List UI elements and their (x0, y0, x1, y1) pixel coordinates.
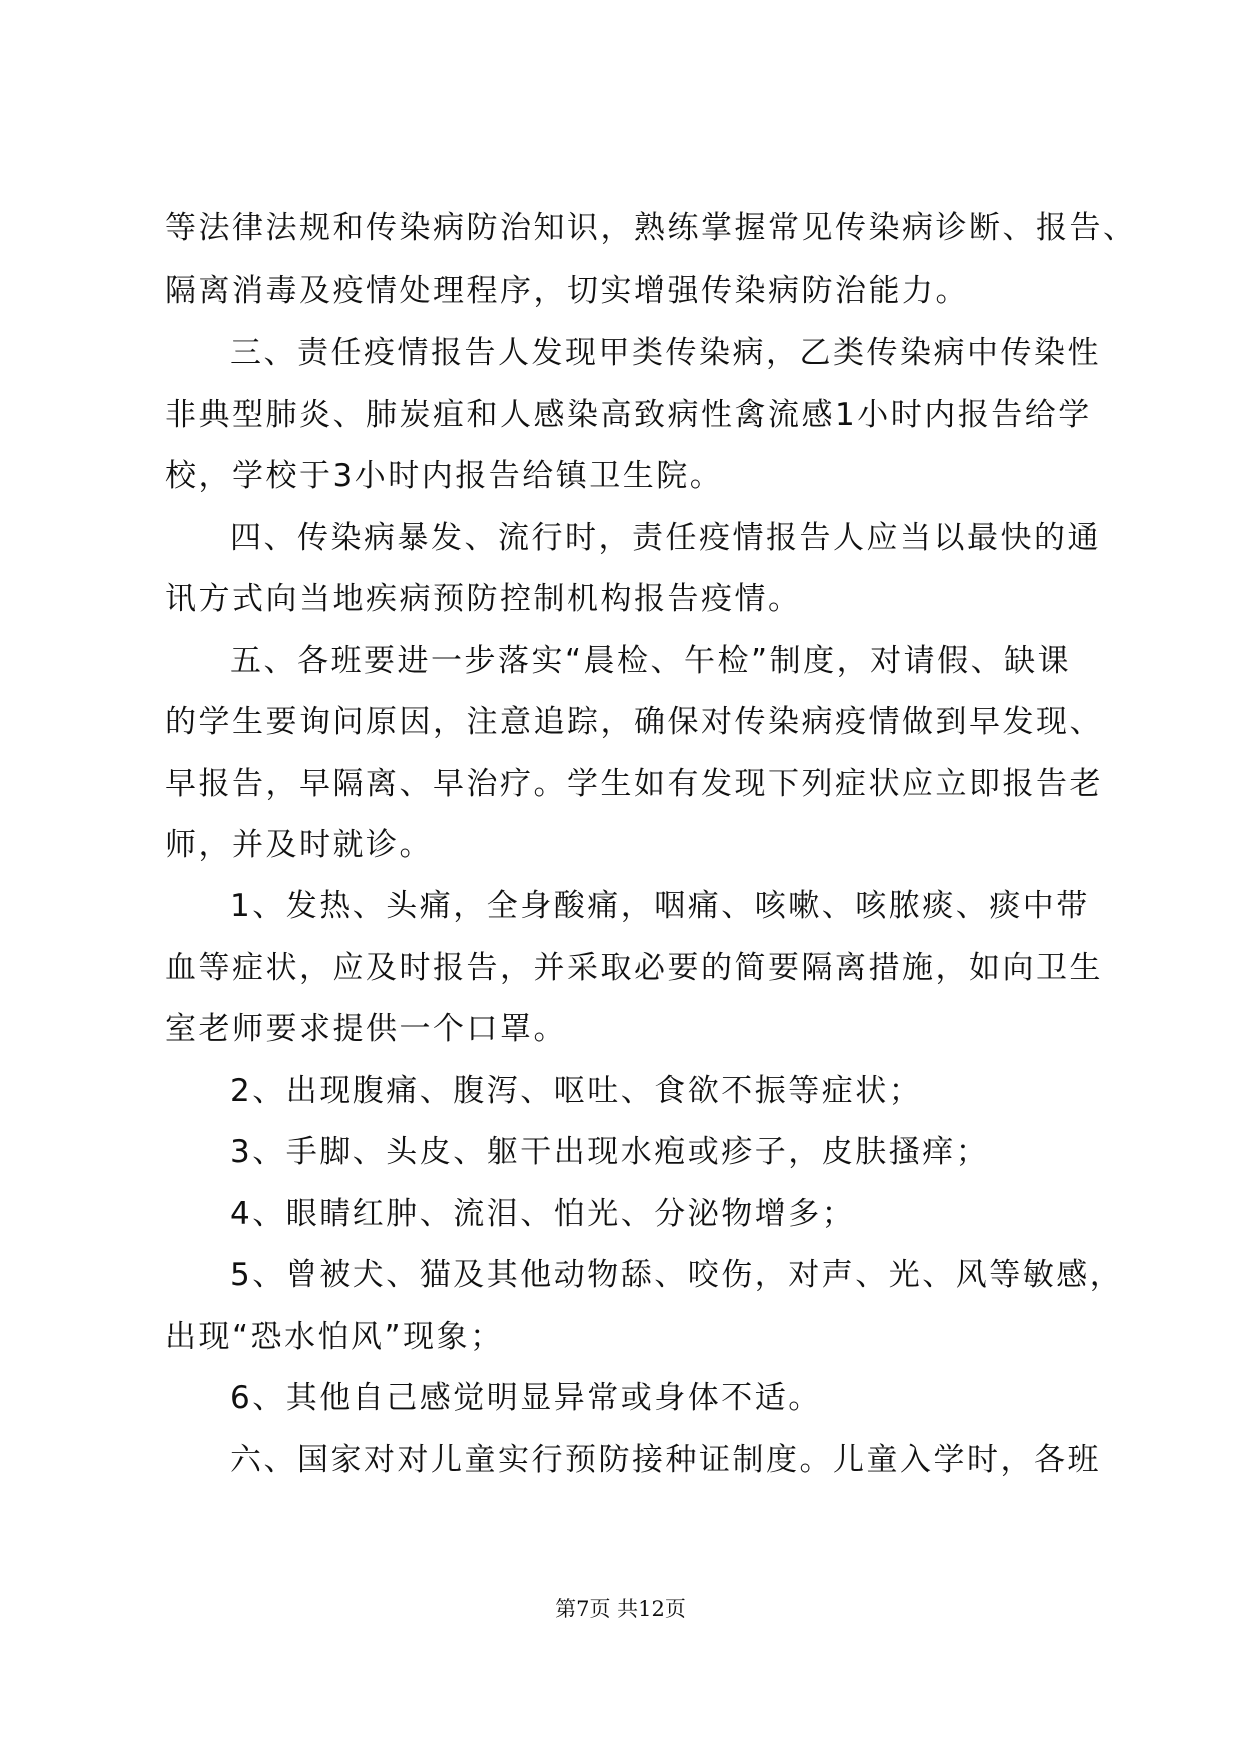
text-line: 的学生要询问原因，注意追踪，确保对传染病疫情做到早发现、 (165, 704, 1103, 740)
text-line: 师，并及时就诊。 (165, 827, 433, 863)
paragraph-3-start: 三、责任疫情报告人发现甲类传染病，乙类传染病中传染性 (230, 335, 1101, 371)
page-number-footer: 第7页 共12页 (555, 1597, 686, 1621)
text-line: 等法律法规和传染病防治知识，熟练掌握常见传染病诊断、报告、 (165, 210, 1137, 246)
text-line: 非典型肺炎、肺炭疽和人感染高致病性禽流感1小时内报告给学 (165, 397, 1092, 433)
list-item-1-start: 1、发热、头痛，全身酸痛，咽痛、咳嗽、咳脓痰、痰中带 (230, 888, 1090, 924)
list-item-3: 3、手脚、头皮、躯干出现水疱或疹子，皮肤搔痒； (230, 1134, 990, 1170)
text-line: 室老师要求提供一个口罩。 (165, 1011, 567, 1047)
list-item-4: 4、眼睛红肿、流泪、怕光、分泌物增多； (230, 1196, 856, 1232)
text-line: 讯方式向当地疾病预防控制机构报告疫情。 (165, 581, 802, 617)
text-line: 血等症状，应及时报告，并采取必要的简要隔离措施，如向卫生 (165, 950, 1103, 986)
text-line: 隔离消毒及疫情处理程序，切实增强传染病防治能力。 (165, 273, 969, 309)
paragraph-5-start: 五、各班要进一步落实“晨检、午检”制度，对请假、缺课 (230, 643, 1072, 679)
text-line: 早报告，早隔离、早治疗。学生如有发现下列症状应立即报告老 (165, 766, 1103, 802)
paragraph-4-start: 四、传染病暴发、流行时，责任疫情报告人应当以最快的通 (230, 520, 1101, 556)
list-item-5-start: 5、曾被犬、猫及其他动物舔、咬伤，对声、光、风等敏感， (230, 1257, 1124, 1293)
text-line: 出现“恐水怕风”现象； (165, 1319, 504, 1355)
paragraph-6-start: 六、国家对对儿童实行预防接种证制度。儿童入学时，各班 (230, 1442, 1101, 1478)
text-line: 校，学校于3小时内报告给镇卫生院。 (165, 458, 724, 494)
list-item-6: 6、其他自己感觉明显异常或身体不适。 (230, 1380, 822, 1416)
list-item-2: 2、出现腹痛、腹泻、呕吐、食欲不振等症状； (230, 1073, 923, 1109)
